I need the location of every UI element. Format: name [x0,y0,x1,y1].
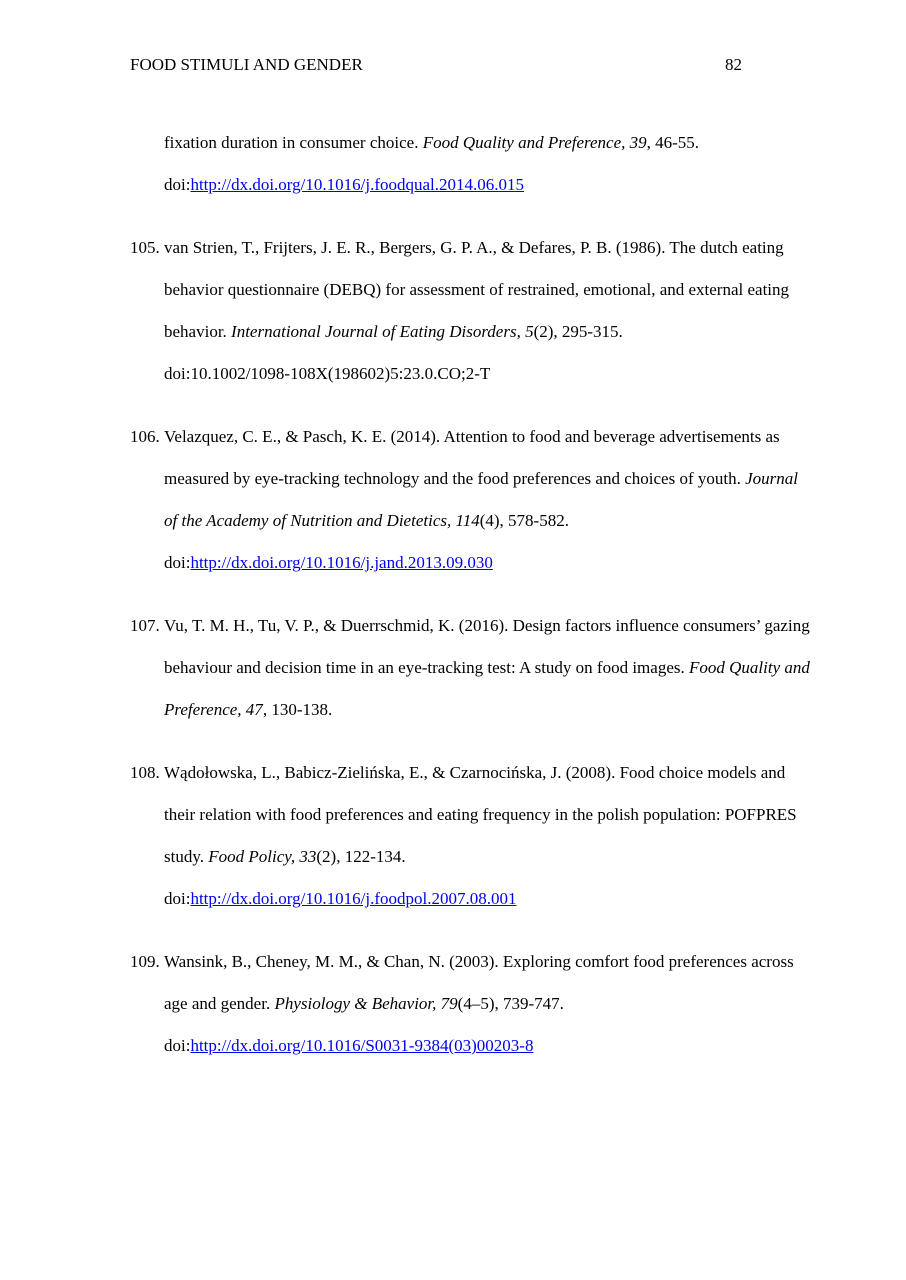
doi-prefix: doi: [164,553,191,572]
reference-journal: Physiology & Behavior, 79 [274,994,458,1013]
reference-journal: Journal of the Academy of Nutrition and Dietetics, 114 [164,469,798,530]
doi-text: doi:10.1002/1098-108X(198602)5:23.0.CO;2-T [164,364,491,383]
doi-prefix: doi: [164,175,191,194]
reference-pages: , 130-138. [262,700,333,719]
reference-pages: (4), 578-582. [479,511,569,530]
running-head: FOOD STIMULI AND GENDER [130,55,363,74]
reference-number: 107. [130,616,160,635]
reference-pages: (4–5), 739-747. [457,994,564,1013]
reference-pages: , 46-55. [646,133,700,152]
reference-journal: International Journal of Eating Disorders, 5 [231,322,534,341]
reference-number: 105. [130,238,160,257]
reference-107 [130,605,810,731]
reference-text: Vu, T. M. H., Tu, V. P., & Duerrschmid, K. (2016). Design factors influence consumers’ gazing behaviour and decision time in an eye-tracking test: A study on food images. [164,616,810,677]
doi-link[interactable]: http://dx.doi.org/10.1016/j.foodpol.2007.08.001 [190,889,517,908]
reference-104-continued [130,122,810,206]
reference-106 [130,416,810,584]
reference-number: 108. [130,763,160,782]
doi-link[interactable]: http://dx.doi.org/10.1016/j.jand.2013.09.030 [190,553,493,572]
doi-prefix: doi: [164,1036,191,1055]
reference-pages: (2), 295-315. [533,322,623,341]
reference-text: Wądołowska, L., Babicz-Zielińska, E., & Czarnocińska, J. (2008). Food choice models and their relation with food preferences and eating frequency in the polish population: POFPRES study. [164,763,797,866]
reference-text: van Strien, T., Frijters, J. E. R., Bergers, G. P. A., & Defares, P. B. (1986). The dutch eating behavior questionnaire (DEBQ) for assessment of restrained, emotional, and external eating behavior. [164,238,790,341]
reference-journal: Food Policy, 33 [208,847,317,866]
reference-109 [130,941,810,1067]
reference-list [130,122,810,1088]
reference-text: Velazquez, C. E., & Pasch, K. E. (2014). Attention to food and beverage advertisements as measured by eye-tracking technology and the food preferences and choices of youth. [164,427,780,488]
doi-prefix: doi: [164,889,191,908]
doi-link[interactable]: http://dx.doi.org/10.1016/j.foodqual.2014.06.015 [190,175,524,194]
reference-pages: (2), 122-134. [316,847,406,866]
reference-journal: Food Quality and Preference, 47 [164,658,810,719]
reference-105 [130,227,810,395]
reference-text: fixation duration in consumer choice. [164,133,423,152]
reference-108 [130,752,810,920]
doi-link[interactable]: http://dx.doi.org/10.1016/S0031-9384(03)00203-8 [190,1036,534,1055]
reference-number: 109. [130,952,160,971]
reference-text: Wansink, B., Cheney, M. M., & Chan, N. (2003). Exploring comfort food preferences across age and gender. [164,952,794,1013]
page-header [130,54,742,76]
reference-number: 106. [130,427,160,446]
page-number: 82 [725,55,742,74]
reference-journal: Food Quality and Preference, 39 [422,133,647,152]
